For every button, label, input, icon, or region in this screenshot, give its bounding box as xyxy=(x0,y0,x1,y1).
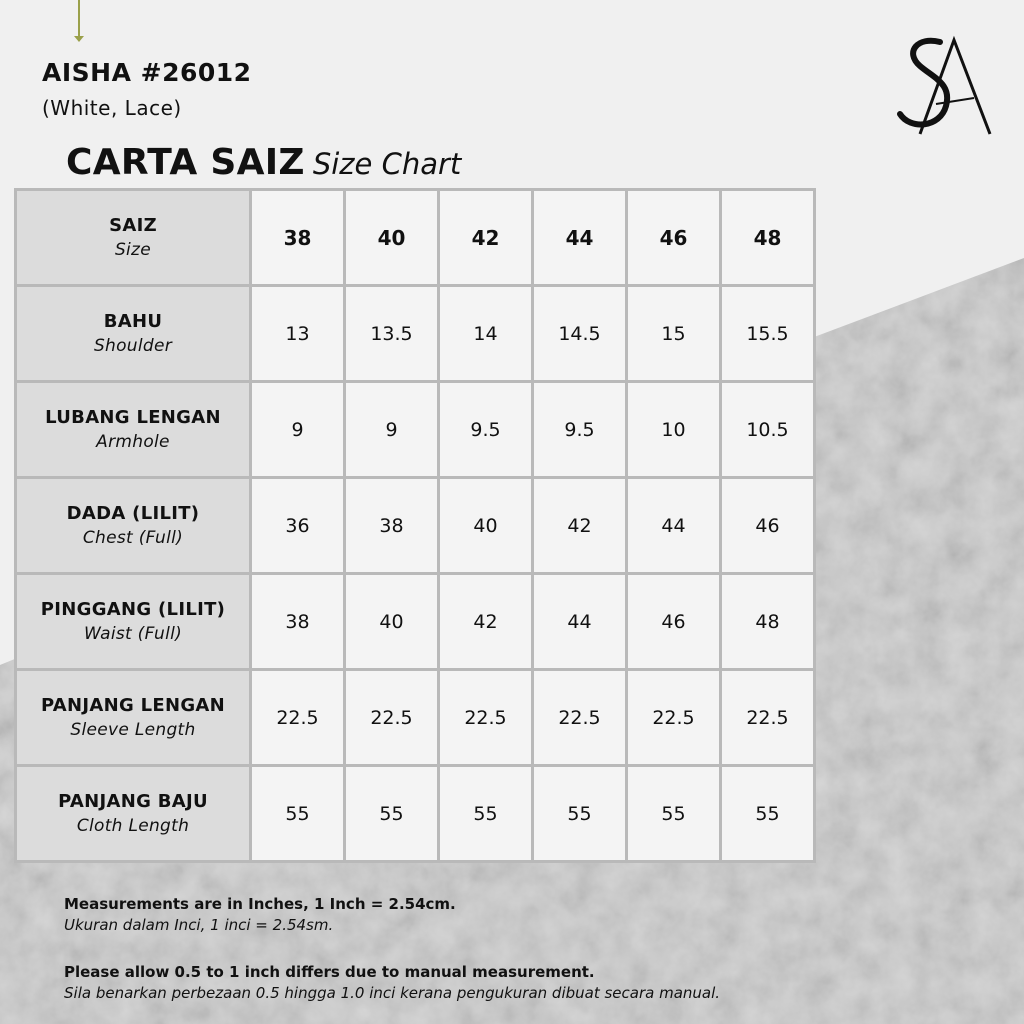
value-cell: 15.5 xyxy=(721,286,815,382)
measurement-note xyxy=(64,895,456,934)
sa-logo xyxy=(896,34,996,138)
row-label-cell xyxy=(16,286,251,382)
row-label-ms: PANJANG LENGAN xyxy=(40,695,226,716)
table-row xyxy=(16,574,815,670)
value-cell: 40 xyxy=(345,574,439,670)
value-cell: 22.5 xyxy=(533,670,627,766)
size-cell: 48 xyxy=(721,190,815,286)
value-cell: 40 xyxy=(439,478,533,574)
row-label-cell xyxy=(16,478,251,574)
row-label-cell xyxy=(16,670,251,766)
row-label-cell xyxy=(16,766,251,862)
value-cell: 22.5 xyxy=(251,670,345,766)
row-label-en: Armhole xyxy=(96,432,170,452)
value-cell: 36 xyxy=(251,478,345,574)
value-cell: 22.5 xyxy=(721,670,815,766)
tolerance-note-ms: Sila benarkan perbezaan 0.5 hingga 1.0 inci kerana pengukuran dibuat secara manual. xyxy=(64,984,721,1002)
size-cell: 46 xyxy=(627,190,721,286)
value-cell: 10 xyxy=(627,382,721,478)
product-name: AISHA #26012 xyxy=(42,58,252,87)
value-cell: 55 xyxy=(251,766,345,862)
table-row xyxy=(16,766,815,862)
table-row xyxy=(16,382,815,478)
row-label-en: Chest (Full) xyxy=(82,528,184,548)
value-cell: 55 xyxy=(345,766,439,862)
size-label-en: Size xyxy=(114,240,152,260)
row-label-en: Waist (Full) xyxy=(83,624,183,644)
value-cell: 55 xyxy=(439,766,533,862)
value-cell: 15 xyxy=(627,286,721,382)
value-cell: 9.5 xyxy=(439,382,533,478)
row-label-ms: PANJANG BAJU xyxy=(58,791,208,812)
row-label-en: Shoulder xyxy=(93,336,173,356)
row-label-cell xyxy=(16,574,251,670)
value-cell: 22.5 xyxy=(345,670,439,766)
value-cell: 55 xyxy=(533,766,627,862)
table-header-row xyxy=(16,190,815,286)
value-cell: 14.5 xyxy=(533,286,627,382)
row-label-ms: DADA (LILIT) xyxy=(66,503,200,524)
size-cell: 38 xyxy=(251,190,345,286)
size-cell: 42 xyxy=(439,190,533,286)
value-cell: 48 xyxy=(721,574,815,670)
row-label-ms: PINGGANG (LILIT) xyxy=(40,599,226,620)
accent-arrow-icon xyxy=(78,0,80,40)
chart-title-sub: Size Chart xyxy=(312,147,462,181)
value-cell: 42 xyxy=(533,478,627,574)
tolerance-note xyxy=(64,963,720,1002)
size-label-cell xyxy=(16,190,251,286)
value-cell: 44 xyxy=(533,574,627,670)
value-cell: 38 xyxy=(345,478,439,574)
value-cell: 55 xyxy=(721,766,815,862)
product-variant: (White, Lace) xyxy=(42,96,182,120)
row-label-en: Sleeve Length xyxy=(70,720,196,740)
value-cell: 22.5 xyxy=(627,670,721,766)
table-row xyxy=(16,286,815,382)
size-cell: 44 xyxy=(533,190,627,286)
size-chart-table xyxy=(14,188,816,863)
measurement-note-ms: Ukuran dalam Inci, 1 inci = 2.54sm. xyxy=(64,916,334,934)
value-cell: 14 xyxy=(439,286,533,382)
chart-title xyxy=(66,142,461,183)
size-cell: 40 xyxy=(345,190,439,286)
table-row xyxy=(16,478,815,574)
value-cell: 46 xyxy=(627,574,721,670)
value-cell: 9 xyxy=(345,382,439,478)
value-cell: 10.5 xyxy=(721,382,815,478)
row-label-en: Cloth Length xyxy=(76,816,190,836)
value-cell: 13.5 xyxy=(345,286,439,382)
value-cell: 9.5 xyxy=(533,382,627,478)
value-cell: 42 xyxy=(439,574,533,670)
value-cell: 13 xyxy=(251,286,345,382)
row-label-cell xyxy=(16,382,251,478)
measurement-note-en: Measurements are in Inches, 1 Inch = 2.54cm. xyxy=(64,895,456,913)
chart-title-main: CARTA SAIZ xyxy=(66,142,305,183)
row-label-ms: BAHU xyxy=(103,311,163,332)
value-cell: 38 xyxy=(251,574,345,670)
tolerance-note-en: Please allow 0.5 to 1 inch differs due to manual measurement. xyxy=(64,963,595,981)
value-cell: 9 xyxy=(251,382,345,478)
value-cell: 46 xyxy=(721,478,815,574)
table-row xyxy=(16,670,815,766)
value-cell: 22.5 xyxy=(439,670,533,766)
value-cell: 44 xyxy=(627,478,721,574)
value-cell: 55 xyxy=(627,766,721,862)
row-label-ms: LUBANG LENGAN xyxy=(45,407,221,428)
size-label-ms: SAIZ xyxy=(109,215,157,236)
